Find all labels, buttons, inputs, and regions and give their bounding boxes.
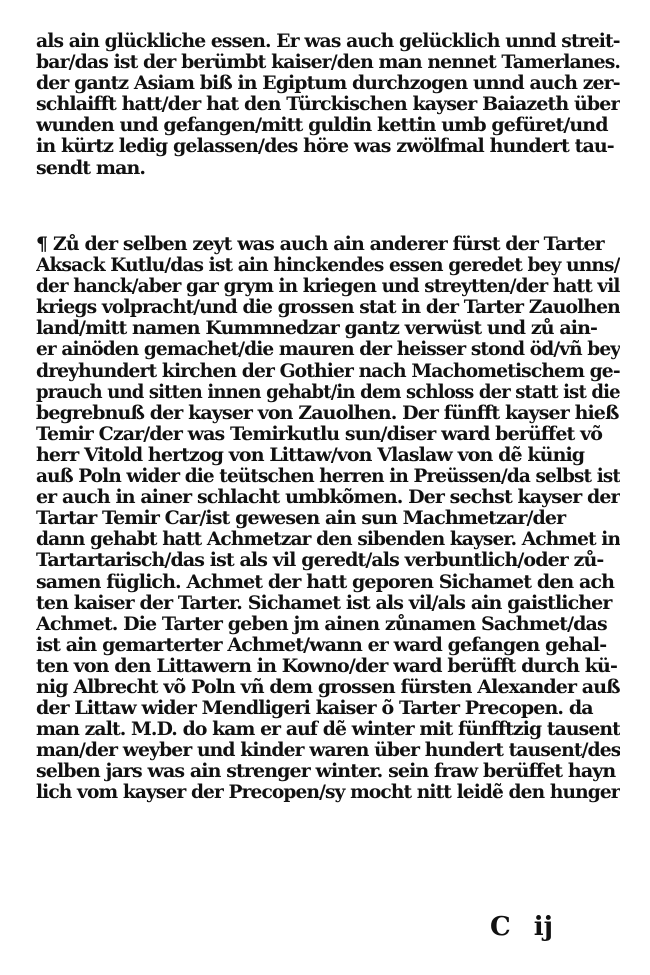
- text-line: der Littaw wider Mendligeri kaiser õ Tarter Precopen. da: [36, 698, 593, 720]
- text-line: er ainöden gemachet/die mauren der heisser stond öd/vñ bey: [36, 339, 620, 361]
- text-line: ten von den Littawern in Kowno/der ward berüfft durch kü-: [36, 655, 617, 677]
- text-line: Achmet. Die Tarter geben jm ainen zůnamen Sachmet/das: [36, 613, 607, 635]
- paragraph-1: [36, 31, 620, 179]
- text-line: selben jars was ain strenger winter. sein fraw berüffet hayn: [36, 761, 616, 783]
- text-line: sendt man.: [36, 157, 146, 179]
- text-line: Aksack Kutlu/das ist ain hinckendes essen geredet bey unns/: [36, 255, 620, 277]
- folio-number: ij: [533, 912, 554, 942]
- text-line: lich vom kayser der Precopen/sy mocht nitt leidẽ den hunger: [36, 782, 620, 804]
- text-line: Tartartarisch/das ist als vil geredt/als verbuntlich/oder zů-: [36, 550, 604, 572]
- text-line: in kürtz ledig gelassen/des höre was zwölfmal hundert tau-: [36, 136, 614, 158]
- text-line: herr Vitold hertzog von Littaw/von Vlaslaw von dẽ künig: [36, 444, 585, 466]
- text-line: als ain glückliche essen. Er was auch gelücklich unnd streit-: [36, 31, 620, 52]
- text-line: Temir Czar/der was Temirkutlu sun/diser ward berüffet võ: [36, 423, 603, 445]
- signature-mark: C: [490, 912, 511, 942]
- paragraph-2: [36, 234, 620, 804]
- text-line: Tartar Temir Car/ist gewesen ain sun Machmetzar/der: [36, 508, 566, 530]
- text-line: kriegs volpracht/und die grossen stat in der Tarter Zauolhen: [36, 297, 620, 319]
- text-line: dann gehabt hatt Achmetzar den sibenden kayser. Achmet in: [36, 529, 620, 551]
- text-line: bar/das ist der berümbt kaiser/den man nennet Tamerlanes.: [36, 52, 620, 74]
- text-line: dreyhundert kirchen der Gothier nach Machometischem ge-: [36, 360, 620, 382]
- text-line: man/der weyber und kinder waren über hundert tausent/des: [36, 740, 620, 762]
- text-line: prauch und sitten innen gehabt/in dem schloss der statt ist die: [36, 381, 620, 403]
- text-line: ten kaiser der Tarter. Sichamet ist als vil/als ain gaistlicher: [36, 592, 612, 614]
- text-line: der hanck/aber gar grym in kriegen und streytten/der hatt vil: [36, 276, 620, 298]
- text-line: er auch in ainer schlacht umbkõmen. Der sechst kayser der: [36, 487, 620, 509]
- text-line: land/mitt namen Kummnedzar gantz verwüst und zů ain-: [36, 318, 597, 340]
- text-line: ist ain gemarterter Achmet/wann er ward gefangen gehal-: [36, 634, 607, 656]
- page-footer: [490, 912, 567, 942]
- text-line: auß Poln wider die teütschen herren in Preüssen/da selbst ist: [36, 466, 620, 488]
- text-line: samen füglich. Achmet der hatt geporen Sichamet den ach: [36, 571, 615, 593]
- text-line: wunden und gefangen/mitt guldin kettin umb gefüret/und: [36, 115, 608, 137]
- text-line: begrebnuß der kayser von Zauolhen. Der fünfft kayser hieß: [36, 402, 619, 424]
- text-line: ¶ Zů der selben zeyt was auch ain anderer fürst der Tarter: [36, 234, 604, 255]
- text-line: man zalt. M.D. do kam er auf dẽ winter mit fünfftzig tausent: [36, 719, 620, 741]
- text-line: der gantz Asiam biß in Egiptum durchzogen unnd auch zer-: [36, 73, 620, 95]
- text-line: nig Albrecht võ Poln vñ dem grossen fürsten Alexander auß: [36, 676, 620, 698]
- text-line: schlaifft hatt/der hat den Türckischen kayser Baiazeth über: [36, 94, 620, 116]
